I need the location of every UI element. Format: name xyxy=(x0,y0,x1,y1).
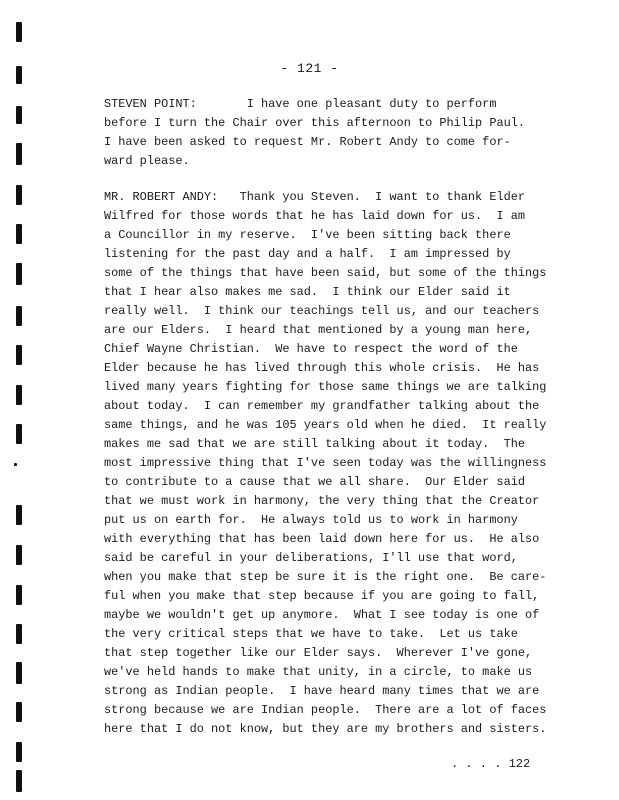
text-line: I have been asked to request Mr. Robert Andy to come for- xyxy=(104,135,511,149)
text-line: maybe we wouldn't get up anymore. What I see today is one of xyxy=(104,608,540,622)
binding-mark xyxy=(16,624,22,644)
text-line: when you make that step be sure it is the right one. Be care- xyxy=(104,570,547,584)
binding-mark xyxy=(14,463,17,466)
binding-mark xyxy=(16,263,22,285)
text-line: here that I do not know, but they are my brothers and sisters. xyxy=(104,722,547,736)
text-line: MR. ROBERT ANDY: Thank you Steven. I want to thank Elder xyxy=(104,190,525,204)
text-line: really well. I think our teachings tell us, and our teachers xyxy=(104,304,540,318)
binding-mark xyxy=(16,224,22,244)
binding-holes xyxy=(14,0,28,800)
text-line: about today. I can remember my grandfather talking about the xyxy=(104,399,540,413)
binding-mark xyxy=(16,345,22,365)
paragraph-robert-andy xyxy=(104,188,574,739)
page-number: - 121 - xyxy=(280,61,339,76)
binding-mark xyxy=(16,770,22,792)
text-line: some of the things that have been said, but some of the things xyxy=(104,266,547,280)
text-line: with everything that has been laid down here for us. He also xyxy=(104,532,540,546)
binding-mark xyxy=(16,585,22,605)
text-line: ward please. xyxy=(104,154,190,168)
text-line: that I hear also makes me sad. I think our Elder said it xyxy=(104,285,511,299)
text-line: Chief Wayne Christian. We have to respect the word of the xyxy=(104,342,518,356)
paragraph-steven-point xyxy=(104,95,574,171)
text-line: listening for the past day and a half. I am impressed by xyxy=(104,247,511,261)
text-line: strong as Indian people. I have heard many times that we are xyxy=(104,684,540,698)
binding-mark xyxy=(16,424,22,444)
text-line: said be careful in your deliberations, I'll use that word, xyxy=(104,551,518,565)
text-line: put us on earth for. He always told us to work in harmony xyxy=(104,513,518,527)
text-line: STEVEN POINT: I have one pleasant duty to perform xyxy=(104,97,497,111)
binding-mark xyxy=(16,22,22,42)
text-line: Elder because he has lived through this whole crisis. He has xyxy=(104,361,540,375)
binding-mark xyxy=(16,185,22,205)
text-line: most impressive thing that I've seen today was the willingness xyxy=(104,456,547,470)
transcript-body xyxy=(104,95,574,756)
binding-mark xyxy=(16,702,22,722)
text-line: makes me sad that we are still talking about it today. The xyxy=(104,437,525,451)
text-line: Wilfred for those words that he has laid down for us. I am xyxy=(104,209,525,223)
binding-mark xyxy=(16,306,22,326)
binding-mark xyxy=(16,742,22,762)
text-line: same things, and he was 105 years old when he died. It really xyxy=(104,418,547,432)
binding-mark xyxy=(16,662,22,684)
continuation-page-marker: . . . . 122 xyxy=(451,757,531,771)
binding-mark xyxy=(16,545,22,565)
text-line: that step together like our Elder says. Wherever I've gone, xyxy=(104,646,533,660)
binding-mark xyxy=(16,505,22,525)
binding-mark xyxy=(16,143,22,165)
text-line: we've held hands to make that unity, in a circle, to make us xyxy=(104,665,533,679)
text-line: a Councillor in my reserve. I've been sitting back there xyxy=(104,228,511,242)
text-line: to contribute to a cause that we all share. Our Elder said xyxy=(104,475,525,489)
text-line: the very critical steps that we have to take. Let us take xyxy=(104,627,518,641)
text-line: ful when you make that step because if you are going to fall, xyxy=(104,589,540,603)
text-line: that we must work in harmony, the very thing that the Creator xyxy=(104,494,540,508)
text-line: strong because we are Indian people. There are a lot of faces xyxy=(104,703,547,717)
text-line: are our Elders. I heard that mentioned by a young man here, xyxy=(104,323,533,337)
binding-mark xyxy=(16,385,22,405)
text-line: before I turn the Chair over this afternoon to Philip Paul. xyxy=(104,116,525,130)
binding-mark xyxy=(16,106,22,124)
text-line: lived many years fighting for those same things we are talking xyxy=(104,380,547,394)
